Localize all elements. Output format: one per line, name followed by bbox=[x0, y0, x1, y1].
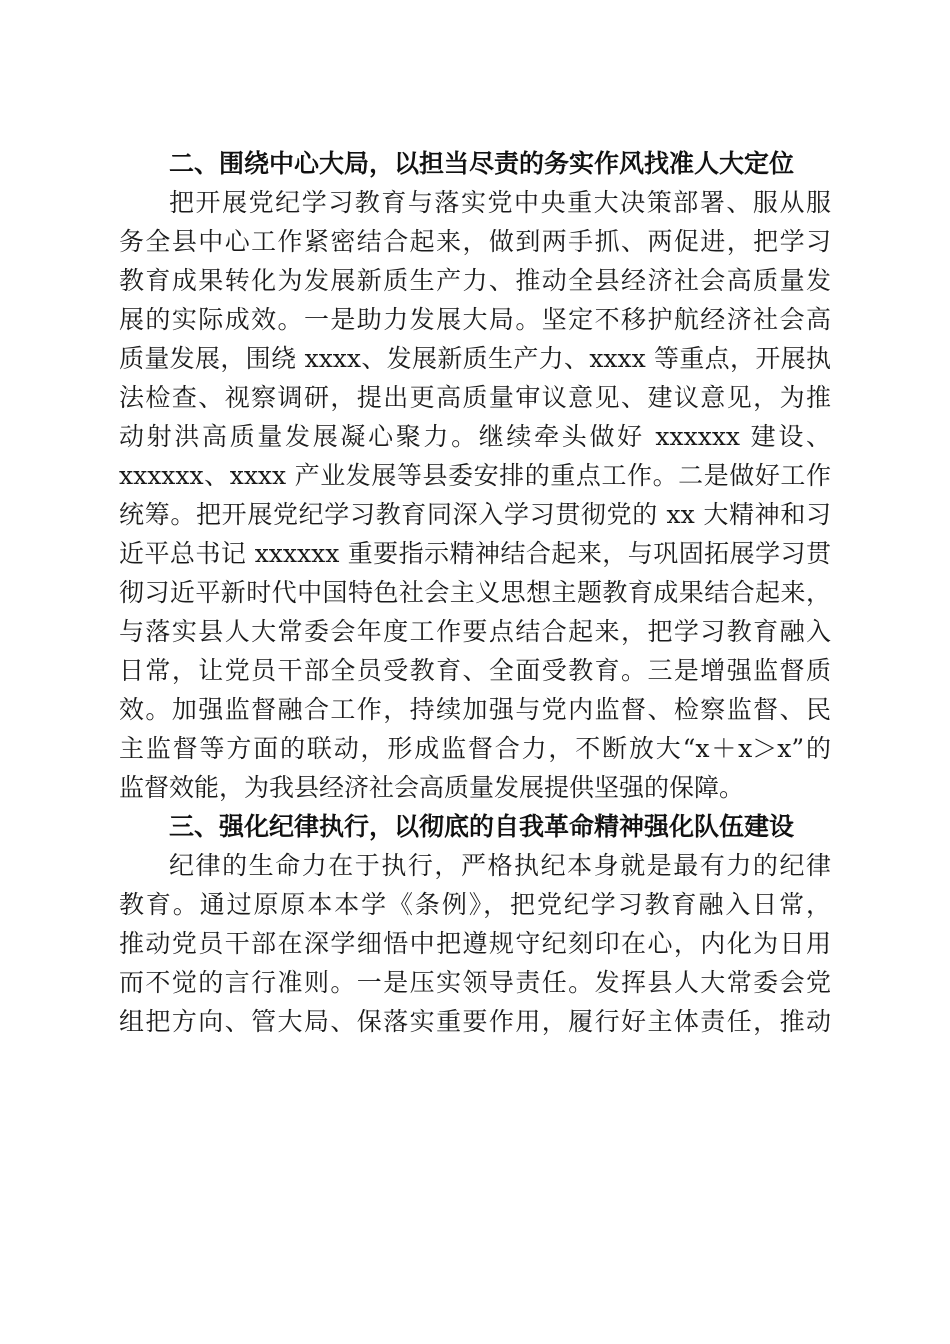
text-line: 展的实际成效。一是助力发展大局。坚定不移护航经济社会高 bbox=[119, 305, 831, 334]
text-line: 把开展党纪学习教育与落实党中央重大决策部署、服从服 bbox=[169, 188, 831, 217]
text-line: 组把方向、管大局、保落实重要作用，履行好主体责任，推动 bbox=[119, 1007, 831, 1036]
text-line: 教育。通过原原本本学《条例》，把党纪学习教育融入日常， bbox=[119, 890, 831, 919]
section-heading-3: 三、强化纪律执行，以彻底的自我革命精神强化队伍建设 bbox=[169, 812, 795, 841]
text-line: 彻习近平新时代中国特色社会主义思想主题教育成果结合起来， bbox=[119, 578, 831, 607]
text-line: xxxxxx、xxxx 产业发展等县委安排的重点工作。二是做好工作 bbox=[119, 461, 831, 490]
text-line: 务全县中心工作紧密结合起来，做到两手抓、两促进，把学习 bbox=[119, 227, 831, 256]
text-line: 近平总书记 xxxxxx 重要指示精神结合起来，与巩固拓展学习贯 bbox=[119, 539, 831, 568]
text-line: 纪律的生命力在于执行，严格执纪本身就是最有力的纪律 bbox=[169, 851, 831, 880]
text-line: 质量发展，围绕 xxxx、发展新质生产力、xxxx 等重点，开展执 bbox=[119, 344, 831, 373]
section-2-paragraph bbox=[119, 183, 831, 807]
text-line: 与落实县人大常委会年度工作要点结合起来，把学习教育融入 bbox=[119, 617, 831, 646]
text-line: 法检查、视察调研，提出更高质量审议意见、建议意见，为推 bbox=[119, 383, 831, 412]
document-body bbox=[119, 144, 831, 1041]
text-line: 推动党员干部在深学细悟中把遵规守纪刻印在心，内化为日用 bbox=[119, 929, 831, 958]
text-line: 教育成果转化为发展新质生产力、推动全县经济社会高质量发 bbox=[119, 266, 831, 295]
text-line: 动射洪高质量发展凝心聚力。继续牵头做好 xxxxxx 建设、 bbox=[119, 422, 831, 451]
section-3-paragraph bbox=[119, 846, 831, 1041]
text-line: 效。加强监督融合工作，持续加强与党内监督、检察监督、民 bbox=[119, 695, 831, 724]
text-line: 监督效能，为我县经济社会高质量发展提供坚强的保障。 bbox=[119, 773, 745, 802]
text-line: 而不觉的言行准则。一是压实领导责任。发挥县人大常委会党 bbox=[119, 968, 831, 997]
text-line: 日常，让党员干部全员受教育、全面受教育。三是增强监督质 bbox=[119, 656, 831, 685]
text-line: 统筹。把开展党纪学习教育同深入学习贯彻党的 xx 大精神和习 bbox=[119, 500, 831, 529]
section-heading-2: 二、围绕中心大局，以担当尽责的务实作风找准人大定位 bbox=[169, 149, 795, 178]
text-line: 主监督等方面的联动，形成监督合力，不断放大“x＋x＞x”的 bbox=[119, 734, 831, 763]
